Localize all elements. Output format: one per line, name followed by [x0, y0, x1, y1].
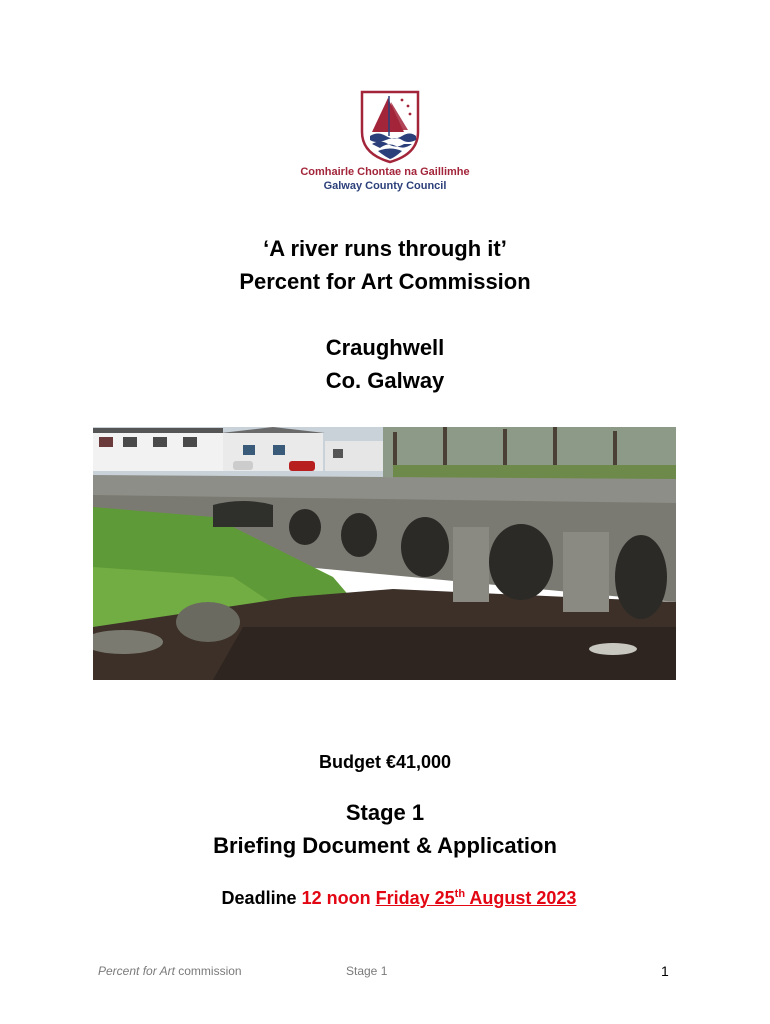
galway-county-council-crest-logo [358, 88, 422, 164]
page-number: 1 [661, 963, 669, 979]
council-name-irish: Comhairle Chontae na Gaillimhe [300, 166, 470, 178]
deadline-label: Deadline [221, 888, 297, 908]
location-line2: Co. Galway [325, 368, 445, 393]
document-title-line2: Percent for Art Commission [239, 269, 531, 294]
location-line1: Craughwell [325, 335, 445, 360]
footer-rest-text: commission [174, 964, 242, 978]
footer-left [98, 964, 242, 978]
document-title-line1: ‘A river runs through it’ [263, 236, 507, 261]
deadline-date-suffix: th [454, 888, 466, 900]
footer-stage: Stage 1 [346, 964, 388, 978]
stage-subheading: Briefing Document & Application [213, 833, 557, 858]
council-name-english: Galway County Council [323, 180, 447, 192]
deadline-date [376, 888, 577, 908]
bridge-river-photo [93, 427, 676, 680]
stage-heading: Stage 1 [345, 800, 425, 825]
deadline-time: 12 noon [301, 888, 371, 908]
budget-text: Budget €41,000 [318, 752, 452, 772]
deadline-date-day: Friday 25 [375, 888, 455, 908]
deadline-line [0, 888, 770, 909]
footer-italic-text: Percent for Art [98, 964, 175, 978]
deadline-date-month-year: August 2023 [465, 888, 577, 908]
